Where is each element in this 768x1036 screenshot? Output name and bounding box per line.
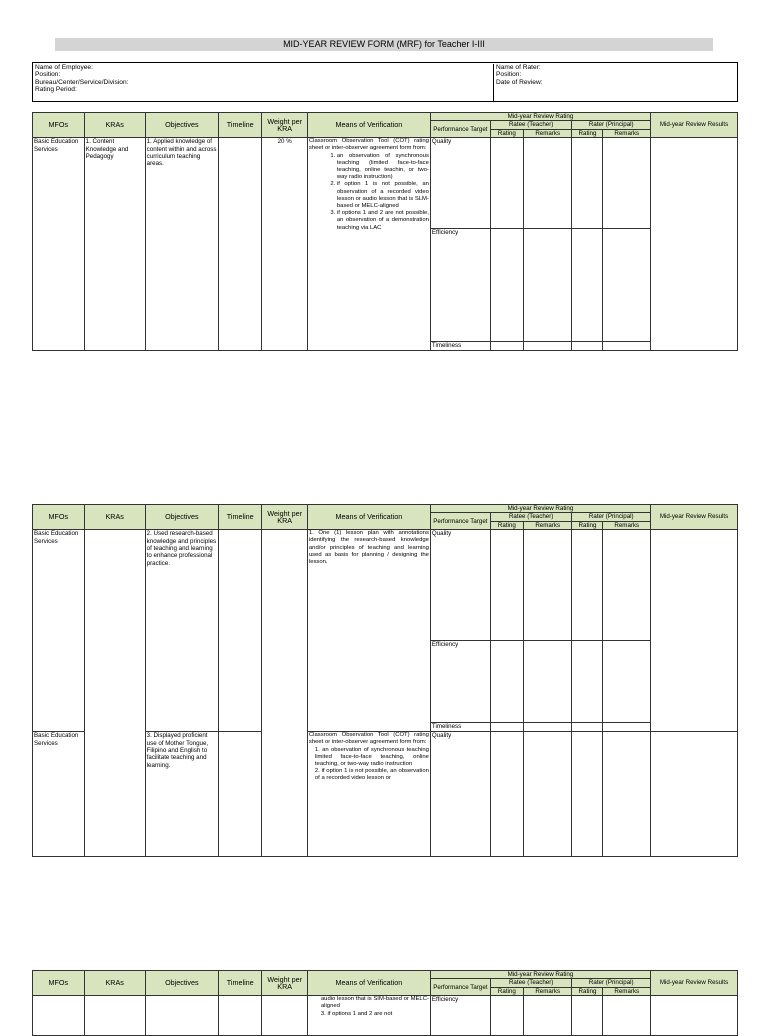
header-objectives: Objectives [145, 971, 218, 996]
rater-position-label: Position: [496, 71, 522, 79]
header-mfos: MFOs [33, 971, 85, 996]
ratee-rating-cell[interactable] [490, 229, 523, 342]
header-ratee: Ratee (Teacher) [490, 979, 572, 987]
rater-remarks-cell[interactable] [603, 138, 651, 229]
header-rater: Rater (Principal) [572, 979, 651, 987]
review-date-label: Date of Review: [496, 78, 543, 86]
header-rater-rating: Rating [572, 987, 603, 995]
mov-item: 2. if option 1 is not possible, an observation of a recorded video lesson or audio lesson that is SLM-based or MELC-aligned [337, 181, 429, 210]
header-ratee-remarks: Remarks [523, 521, 572, 529]
ratee-rating-cell[interactable] [490, 641, 523, 723]
objective-cell: 1. Applied knowledge of content within and across curriculum teaching areas. [145, 138, 218, 351]
rater-rating-cell[interactable] [572, 996, 603, 1036]
results-cell[interactable] [651, 732, 738, 857]
header-mfos: MFOs [33, 505, 85, 530]
mov-intro: Classroom Observation Tool (COT) rating sheet or inter-observer agreement form from: [308, 138, 429, 152]
efficiency-label: Efficiency [430, 229, 490, 342]
header-timeline: Timeline [219, 505, 262, 530]
rating-period-label: Rating Period: [35, 86, 77, 94]
header-mid-results: Mid-year Review Results [651, 505, 738, 530]
employee-position-label: Position: [35, 71, 61, 79]
mov-list [309, 153, 429, 232]
header-mov: Means of Verification [307, 113, 430, 138]
form-title: MID-YEAR REVIEW FORM (MRF) for Teacher I-III [55, 38, 713, 51]
header-rater-remarks: Remarks [603, 129, 651, 137]
timeline-cell[interactable] [219, 996, 262, 1036]
weight-cell [262, 530, 307, 857]
header-objectives: Objectives [145, 505, 218, 530]
header-mov: Means of Verification [307, 971, 430, 996]
rater-rating-cell[interactable] [572, 138, 603, 229]
header-perf-target: Performance Target [430, 979, 490, 996]
review-table-page-3 [32, 970, 738, 1036]
ratee-rating-cell[interactable] [490, 723, 523, 732]
header-kras: KRAs [84, 113, 145, 138]
header-perf-target: Performance Target [430, 121, 490, 138]
results-cell[interactable] [651, 138, 738, 351]
quality-label: Quality [430, 530, 490, 641]
rater-remarks-cell[interactable] [603, 641, 651, 723]
ratee-rating-cell[interactable] [490, 996, 523, 1036]
objective-cell: 2. Used research-based knowledge and principles of teaching and learning to enhance professional practice. [145, 530, 218, 732]
timeline-cell[interactable] [219, 732, 262, 857]
header-timeline: Timeline [219, 971, 262, 996]
mfo-cell: Basic Education Services [33, 138, 85, 351]
employee-info-box [32, 62, 738, 102]
timeliness-label: Timeliness [430, 723, 490, 732]
bureau-label: Bureau/Center/Service/Division: [35, 78, 129, 86]
ratee-remarks-cell[interactable] [523, 996, 572, 1036]
rater-info [493, 64, 543, 102]
header-objectives: Objectives [145, 113, 218, 138]
rater-remarks-cell[interactable] [603, 530, 651, 641]
ratee-remarks-cell[interactable] [523, 229, 572, 342]
header-weight: Weight per KRA [262, 113, 307, 138]
review-table-page-1 [32, 112, 738, 351]
review-table-page-2 [32, 504, 738, 857]
mov-item: 2. if option 1 is not possible, an observation of a recorded video lesson or [314, 768, 429, 782]
ratee-rating-cell[interactable] [490, 138, 523, 229]
rater-remarks-cell[interactable] [603, 996, 651, 1036]
rater-remarks-cell[interactable] [603, 732, 651, 857]
ratee-remarks-cell[interactable] [523, 342, 572, 351]
header-rater-remarks: Remarks [603, 987, 651, 995]
header-ratee: Ratee (Teacher) [490, 513, 572, 521]
header-mfos: MFOs [33, 113, 85, 138]
ratee-remarks-cell[interactable] [523, 641, 572, 723]
header-rater: Rater (Principal) [572, 121, 651, 129]
header-kras: KRAs [84, 505, 145, 530]
header-timeline: Timeline [219, 113, 262, 138]
header-mid-results: Mid-year Review Results [651, 971, 738, 996]
header-ratee-rating: Rating [490, 521, 523, 529]
header-mov: Means of Verification [307, 505, 430, 530]
ratee-remarks-cell[interactable] [523, 732, 572, 857]
timeliness-label: Timeliness [430, 342, 490, 351]
mov-cell [307, 732, 430, 857]
header-mid-rating: Mid-year Review Rating [430, 113, 650, 121]
header-ratee-remarks: Remarks [523, 987, 572, 995]
header-weight: Weight per KRA [262, 505, 307, 530]
rater-rating-cell[interactable] [572, 641, 603, 723]
ratee-remarks-cell[interactable] [523, 138, 572, 229]
rater-rating-cell[interactable] [572, 723, 603, 732]
kra-cell [84, 530, 145, 857]
header-kras: KRAs [84, 971, 145, 996]
header-perf-target: Performance Target [430, 513, 490, 530]
objective-cell [145, 996, 218, 1036]
employee-info [35, 64, 128, 94]
ratee-rating-cell[interactable] [490, 342, 523, 351]
results-cell[interactable] [651, 530, 738, 732]
mov-cell [307, 138, 430, 351]
header-ratee-remarks: Remarks [523, 129, 572, 137]
quality-label: Quality [430, 732, 490, 857]
rater-remarks-cell[interactable] [603, 229, 651, 342]
header-ratee-rating: Rating [490, 987, 523, 995]
mov-item: 3. if options 1 and 2 are not possible, an observation of a demonstration teaching via LAC [337, 210, 429, 232]
timeline-cell[interactable] [219, 530, 262, 732]
rater-rating-cell[interactable] [572, 732, 603, 857]
header-rater-rating: Rating [572, 129, 603, 137]
header-ratee: Ratee (Teacher) [490, 121, 572, 129]
kra-cell: 1. Content Knowledge and Pedagogy [84, 138, 145, 351]
mfo-cell: Basic Education Services [33, 530, 85, 732]
rater-rating-cell[interactable] [572, 342, 603, 351]
rater-name-label: Name of Rater: [496, 64, 541, 71]
mfo-cell: Basic Education Services [33, 732, 85, 857]
mov-item: 1. an observation of synchronous teaching (limited face-to-face teaching, online teachin, or two-way radio instruction) [337, 153, 429, 182]
weight-cell [262, 996, 307, 1036]
kra-cell [84, 996, 145, 1036]
mov-intro: Classroom Observation Tool (COT) rating sheet or inter-observer agreement form from: [308, 732, 429, 746]
efficiency-label: Efficiency [430, 641, 490, 723]
header-weight: Weight per KRA [262, 971, 307, 996]
rater-rating-cell[interactable] [572, 229, 603, 342]
quality-label: Quality [430, 138, 490, 229]
header-rater-rating: Rating [572, 521, 603, 529]
mov-cell [307, 996, 430, 1036]
header-mid-rating: Mid-year Review Rating [430, 505, 650, 513]
timeline-cell[interactable] [219, 138, 262, 351]
header-mid-rating: Mid-year Review Rating [430, 971, 650, 979]
results-cell[interactable] [651, 996, 738, 1036]
employee-name-label: Name of Employee: [35, 64, 93, 71]
header-rater: Rater (Principal) [572, 513, 651, 521]
objective-cell: 3. Displayed proficient use of Mother Tongue, Filipino and English to facilitate teaching and learning. [145, 732, 218, 857]
mov-item: audio lesson that is SIM-based or MELC-aligned [320, 996, 429, 1010]
weight-cell: 20 % [262, 138, 307, 351]
mov-item: 1. an observation of synchronous teaching limited face-to-face teaching, online teaching, or two-way radio instruction [314, 746, 429, 768]
mov-item: 3. if options 1 and 2 are not [320, 1010, 393, 1017]
header-mid-results: Mid-year Review Results [651, 113, 738, 138]
header-rater-remarks: Remarks [603, 521, 651, 529]
ratee-remarks-cell[interactable] [523, 723, 572, 732]
rater-remarks-cell[interactable] [603, 723, 651, 732]
rater-remarks-cell[interactable] [603, 342, 651, 351]
ratee-remarks-cell[interactable] [523, 530, 572, 641]
header-ratee-rating: Rating [490, 129, 523, 137]
ratee-rating-cell[interactable] [490, 530, 523, 641]
efficiency-label: Efficiency [430, 996, 490, 1036]
ratee-rating-cell[interactable] [490, 732, 523, 857]
mov-cell: 1. One (1) lesson plan with annotations identifying the research-based knowledge and/or principles of teaching and learning used as basis for planning / designing the lesson. [307, 530, 430, 732]
rater-rating-cell[interactable] [572, 530, 603, 641]
mfo-cell [33, 996, 85, 1036]
